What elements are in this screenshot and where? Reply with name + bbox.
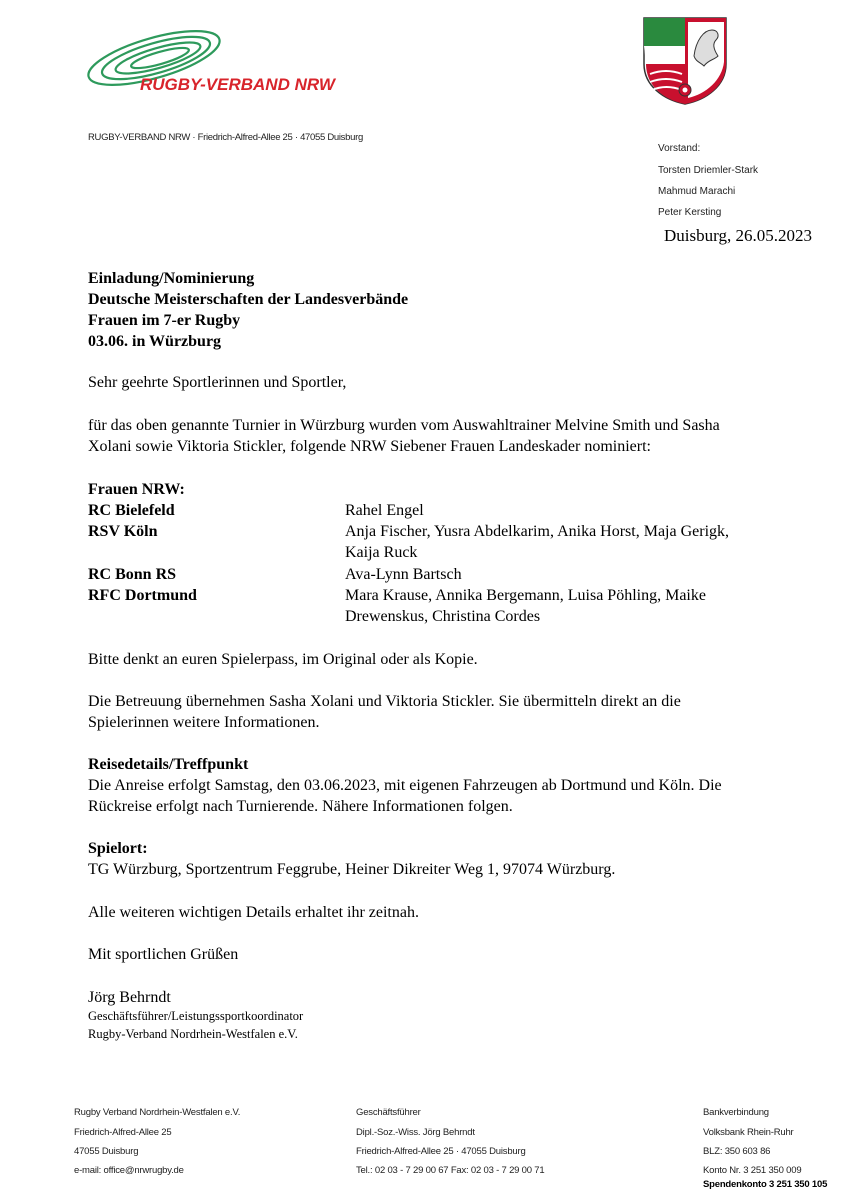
footer-text: Volksbank Rhein-Ruhr xyxy=(703,1127,794,1138)
nrw-crest-icon xyxy=(642,16,728,106)
intro-line: Xolani sowie Viktoria Stickler, folgende NRW Siebener Frauen Landeskader nominiert: xyxy=(88,438,651,455)
venue-heading: Spielort: xyxy=(88,840,148,857)
footer-text: Friedrich-Alfred-Allee 25 xyxy=(74,1127,172,1138)
board-member: Mahmud Marachi xyxy=(658,186,736,197)
signature-name: Jörg Behrndt xyxy=(88,989,171,1006)
logo-text: RUGBY-VERBAND NRW xyxy=(140,75,335,94)
travel-heading: Reisedetails/Treffpunkt xyxy=(88,756,249,773)
care-line: Die Betreuung übernehmen Sasha Xolani und Viktoria Stickler. Sie übermitteln direkt an die xyxy=(88,693,681,710)
venue-line: TG Würzburg, Sportzentrum Feggrube, Heiner Dikreiter Weg 1, 97074 Würzburg. xyxy=(88,861,616,878)
roster-heading: Frauen NRW: xyxy=(88,481,185,498)
reminder: Bitte denkt an euren Spielerpass, im Original oder als Kopie. xyxy=(88,651,478,668)
footer-text: Dipl.-Soz.-Wiss. Jörg Behrndt xyxy=(356,1127,475,1138)
club-players: Ava-Lynn Bartsch xyxy=(345,566,462,583)
footer-text: Tel.: 02 03 - 7 29 00 67 Fax: 02 03 - 7 29 00 71 xyxy=(356,1165,545,1176)
subject-line: Frauen im 7-er Rugby xyxy=(88,312,241,329)
club-name: RC Bielefeld xyxy=(88,502,175,519)
club-players: Drewenskus, Christina Cordes xyxy=(345,608,541,625)
club-name: RFC Dortmund xyxy=(88,587,197,604)
intro-line: für das oben genannte Turnier in Würzburg wurden vom Auswahltrainer Melvine Smith und Sasha xyxy=(88,417,720,434)
footer-text: Geschäftsführer xyxy=(356,1107,421,1118)
donation-account: Spendenkonto 3 251 350 105 xyxy=(703,1179,828,1190)
footer-text: BLZ: 350 603 86 xyxy=(703,1146,771,1157)
travel-line: Rückreise erfolgt nach Turnierende. Nähere Informationen folgen. xyxy=(88,798,513,815)
travel-line: Die Anreise erfolgt Samstag, den 03.06.2023, mit eigenen Fahrzeugen ab Dortmund und Köln. Die xyxy=(88,777,722,794)
subject-line: 03.06. in Würzburg xyxy=(88,333,222,350)
club-players: Anja Fischer, Yusra Abdelkarim, Anika Horst, Maja Gerigk, xyxy=(345,523,730,540)
letter-date: Duisburg, 26.05.2023 xyxy=(664,226,812,245)
details-line: Alle weiteren wichtigen Details erhaltet ihr zeitnah. xyxy=(88,904,419,921)
greeting: Sehr geehrte Sportlerinnen und Sportler, xyxy=(88,374,347,391)
board-label: Vorstand: xyxy=(658,143,701,154)
board-member: Peter Kersting xyxy=(658,207,722,218)
footer-text: Bankverbindung xyxy=(703,1107,769,1118)
club-name: RC Bonn RS xyxy=(88,566,177,583)
club-players: Rahel Engel xyxy=(345,502,424,519)
footer-email-link[interactable]: e-mail: office@nrwrugby.de xyxy=(74,1165,184,1176)
club-players: Kaija Ruck xyxy=(345,544,418,561)
signature-title: Geschäftsführer/Leistungssportkoordinator xyxy=(88,1009,304,1023)
rugby-verband-logo xyxy=(84,28,374,98)
footer-text: 47055 Duisburg xyxy=(74,1146,139,1157)
club-players: Mara Krause, Annika Bergemann, Luisa Pöhling, Maike xyxy=(345,587,706,604)
subject-line: Deutsche Meisterschaften der Landesverbände xyxy=(88,291,409,308)
care-line: Spielerinnen weitere Informationen. xyxy=(88,714,320,731)
signature-org: Rugby-Verband Nordrhein-Westfalen e.V. xyxy=(88,1027,298,1041)
board-member: Torsten Driemler-Stark xyxy=(658,165,759,176)
sender-line: RUGBY-VERBAND NRW · Friedrich-Alfred-Allee 25 · 47055 Duisburg xyxy=(88,132,363,143)
club-name: RSV Köln xyxy=(88,523,158,540)
subject-line: Einladung/Nominierung xyxy=(88,270,255,287)
footer-text: Konto Nr. 3 251 350 009 xyxy=(703,1165,802,1176)
closing: Mit sportlichen Grüßen xyxy=(88,946,239,963)
footer-text: Friedrich-Alfred-Allee 25 · 47055 Duisburg xyxy=(356,1146,526,1157)
footer-text: Rugby Verband Nordrhein-Westfalen e.V. xyxy=(74,1107,241,1118)
